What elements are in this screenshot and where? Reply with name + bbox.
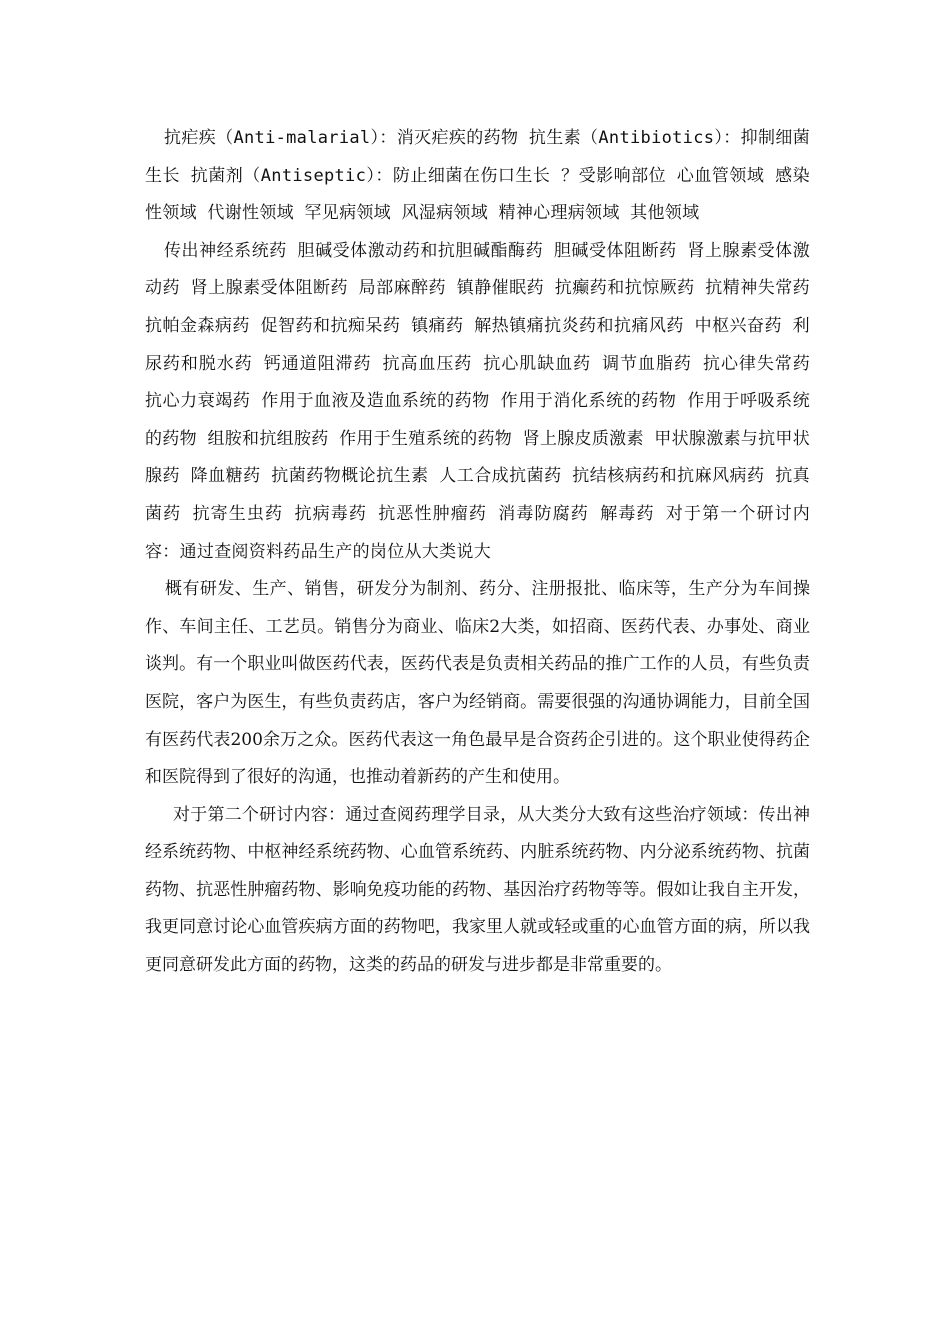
document-page: [145, 120, 810, 985]
paragraph-drug-classes-intro: 抗疟疾（Anti-malarial）：消灭疟疾的药物 抗生素（Antibiotics）：抑制细菌生长 抗菌剂（Antiseptic）：防止细菌在伤口生长 ？受影响部位 心血管领域 感染性领域 代谢性领域 罕见病领域 风湿病领域 精神心理病领域 其他领域: [145, 128, 810, 224]
paragraph-pharma-careers: 概有研发、生产、销售，研发分为制剂、药分、注册报批、临床等，生产分为车间操作、车间主任、工艺员。销售分为商业、临床2大类，如招商、医药代表、办事处、商业谈判。有一个职业叫做医药代表，医药代表是负责相关药品的推广工作的人员，有些负责医院，客户为医生，有些负责药店，客户为经销商。需要很强的沟通协调能力，目前全国有医药代表200余万之众。医药代表这一角色最早是合资药企引进的。这个职业使得药企和医院得到了很好的沟通，也推动着新药的产生和使用。: [145, 579, 810, 788]
paragraph-therapeutic-areas: 对于第二个研讨内容：通过查阅药理学目录，从大类分大致有这些治疗领域：传出神经系统药物、中枢神经系统药物、心血管系统药、内脏系统药物、内分泌系统药物、抗菌药物、抗恶性肿瘤药物、影响免疫功能的药物、基因治疗药物等等。假如让我自主开发，我更同意讨论心血管疾病方面的药物吧，我家里人就或轻或重的心血管方面的病，所以我更同意研发此方面的药物，这类的药品的研发与进步都是非常重要的。: [145, 804, 810, 976]
paragraph-pharmacology-catalog: 传出神经系统药 胆碱受体激动药和抗胆碱酯酶药 胆碱受体阻断药 肾上腺素受体激动药 肾上腺素受体阻断药 局部麻醉药 镇静催眠药 抗癫药和抗惊厥药 抗精神失常药 抗帕金森病药 促智药和抗痴呆药 镇痛药 解热镇痛抗炎药和抗痛风药 中枢兴奋药 利尿药和脱水药 钙通道阻滞药 抗高血压药 抗心肌缺血药 调节血脂药 抗心律失常药 抗心力衰竭药 作用于血液及造血系统的药物 作用于消化系统的药物 作用于呼吸系统的药物 组胺和抗组胺药 作用于生殖系统的药物 肾上腺皮质激素 甲状腺激素与抗甲状腺药 降血糖药 抗菌药物概论抗生素 人工合成抗菌药 抗结核病药和抗麻风病药 抗真菌药 抗寄生虫药 抗病毒药 抗恶性肿瘤药 消毒防腐药 解毒药 对于第一个研讨内容：通过查阅资料药品生产的岗位从大类说大: [145, 240, 810, 562]
